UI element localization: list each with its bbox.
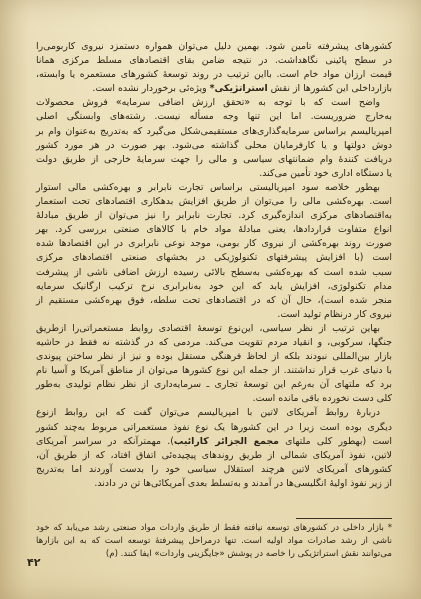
- paragraph: [36, 96, 392, 181]
- text-segment: ). مهمترآنکه در سراسر آمریکای: [36, 435, 174, 447]
- text-line: دیگری بوده است زیرا در این کشورها یک نوع نفوذ مستعمراتی مربوط به‌چند کشور: [36, 421, 392, 433]
- text-line: است. بهره‌کشی مالی را می‌توان از طریق افزایش بدهکاری اقتصادهای تحت استعمار: [36, 196, 392, 208]
- footnote-separator: [296, 518, 392, 519]
- text-line: واضح است که با توجه به «تحقق ارزش اضافی سرمایه» فروش محصولات: [36, 97, 380, 109]
- footnote-line: می‌توانند نقش استراتژیکی را خاصه در پوشش «جایگزینی واردات» ایفا کنند. (م): [105, 548, 392, 559]
- paragraph: [36, 40, 392, 96]
- text-line: لاتین، نفوذ آمریکای شمالی از طریق روندهای پیچیده‌ئی اتفاق افتاد، که از طریق آن،: [36, 449, 392, 461]
- text-line: سبب شده است که بهره‌کشی به‌سطح بالائی رسیده ارزش اضافی ناشی از پیشرفت: [36, 266, 392, 278]
- text-line: دریافت کنندهٔ وام ضمانتهای سیاسی و مالی را جهت سرمایهٔ خارجی از طریق دولت: [36, 153, 392, 165]
- text-line: مدام تکنولوژی، افزایش یابد که این خود به‌نابرابری نرخ ترکیب ارگانیک سرمایه: [36, 280, 392, 292]
- paragraph: [36, 406, 392, 491]
- text-line: بازار بین‌المللی نبودند بلکه از لحاظ فرهنگی مستقل بوده و نیز از نظر ساختن پیوندی: [36, 351, 392, 363]
- text-line: بهاین ترتیب از نظر سیاسی، این‌نوع توسعهٔ اقتصادی روابط مستعمراتی‌را ازطریق: [36, 322, 380, 334]
- text-line: با دنیای غرب قرار نداشتند. از جمله این نوع کشورها می‌توان از مناطق آمریکا و آسیا نام: [36, 365, 392, 377]
- text-line: در سطح پائینی نگاهداشت. در نتیجه ضامن بقای اقتصادهای مسلط مرکزی همانا: [36, 55, 392, 67]
- paragraph: [36, 322, 392, 407]
- emphasized-text: مجمع الجزائر کارائیب: [173, 435, 279, 447]
- text-line: امپریالیسم براساس سرمایه‌گذاری‌های مستقیمی‌شکل می‌گیرد که به‌تدریج به‌عنوان وام بر: [36, 125, 392, 137]
- text-line: [36, 435, 392, 449]
- text-line: برد که ملتهای آن به‌رغم این توسعهٔ تجاری ـ سرمایه‌داری از نظر نظام تولیدی به‌طور: [36, 379, 392, 391]
- footnote-line: ناشی از رشد صادرات مواد اولیه است. تنها درمراحل پیشرفتهٔ توسعه است که به این بازارها: [36, 535, 392, 546]
- footnote-line: * بازار داخلی در کشورهای توسعه نیافته فقط از طریق واردات مواد صنعتی رشد می‌یابد که خود: [36, 523, 392, 533]
- emphasized-text: استراتژیکی*: [209, 83, 268, 95]
- paragraph: [36, 181, 392, 322]
- text-segment: بازارداخلی این کشورها از نقش: [267, 83, 392, 95]
- text-line: به‌اقتصادهای مرکزی اندازه‌گیری کرد. تجارت نابرابر را نیز می‌توان از طریق مبادلهٔ: [36, 210, 392, 222]
- page-number: ۴۲: [27, 556, 41, 569]
- text-line: قیمت ارزان مواد خام است. بااین ترتیب در روند توسعهٔ کشورهای مستعمره یا وابسته،: [36, 69, 392, 81]
- text-line: است (با افزایش پیشرفتهای تکنولوژیکی در بخشهای صنعتی اقتصادهای مرکزی: [36, 252, 392, 264]
- text-line: [36, 82, 392, 96]
- text-line: دوش دولتها و یا کارفرمایان محلی گذاشته می‌شود. بهر صورت در هر مورد کشور: [36, 139, 392, 151]
- text-line: بهطور خلاصه سود امپریالیستی براساس تجارت نابرابر و بهره‌کشی مالی استوار: [36, 181, 380, 193]
- text-line: از زیر نفوذ اولیهٔ انگلیسی‌ها در آمدند و به‌تسلط بعدی آمریکائی‌ها تن در دادند.: [94, 477, 392, 489]
- footnote: [36, 522, 392, 560]
- text-segment: ویژه‌ئی برخوردار نشده است.: [92, 83, 210, 95]
- text-segment: است (بهطور کلی ملتهای: [278, 435, 393, 447]
- text-line: انواع متفاوت قراردادها، یعنی مبادلهٔ مواد خام با کالاهای صنعتی بررسی کرد. بهر: [36, 224, 392, 236]
- text-line: کشورهای پیشرفته تامین شود. بهمین دلیل می‌توان همواره دستمزد نیروی کاربومی‌را: [36, 41, 392, 52]
- text-line: منجر شده است)، حال آن که در اقتصادهای تحت سلطه، فوق بهره‌کشی مستقیم از: [36, 294, 392, 306]
- text-line: کشورهای آمریکای لاتین هرچند استقلال سیاسی خود را بدست آوردند اما به‌تدریج: [36, 463, 392, 475]
- text-line: جنگها، سرکوبی، و انقیاد مردم تقویت می‌کند. مردمی که در گذشته نه فقط در حاشیه: [36, 336, 392, 348]
- text-line: دربارهٔ روابط آمریکای لاتین با امپریالیسم می‌توان گفت که این روابط ازنوع: [36, 407, 380, 419]
- text-line: صورت روند بهره‌کشی از نیروی کار بومی، موجد نوعی نابرابری در این اقتصادها شده: [36, 238, 392, 250]
- text-line: کلی دست نخورده باقی مانده است.: [252, 393, 392, 405]
- body-text: [36, 40, 392, 491]
- text-line: به‌خارج ضروریست. اما این تنها وجه مسأله نیست. رشته‌های وابستگی اصلی: [36, 111, 392, 123]
- text-line: نیروی کار درنظام تولید است.: [277, 308, 392, 320]
- text-line: یا دستگاه اداری خود تأمین می‌کند.: [259, 167, 392, 179]
